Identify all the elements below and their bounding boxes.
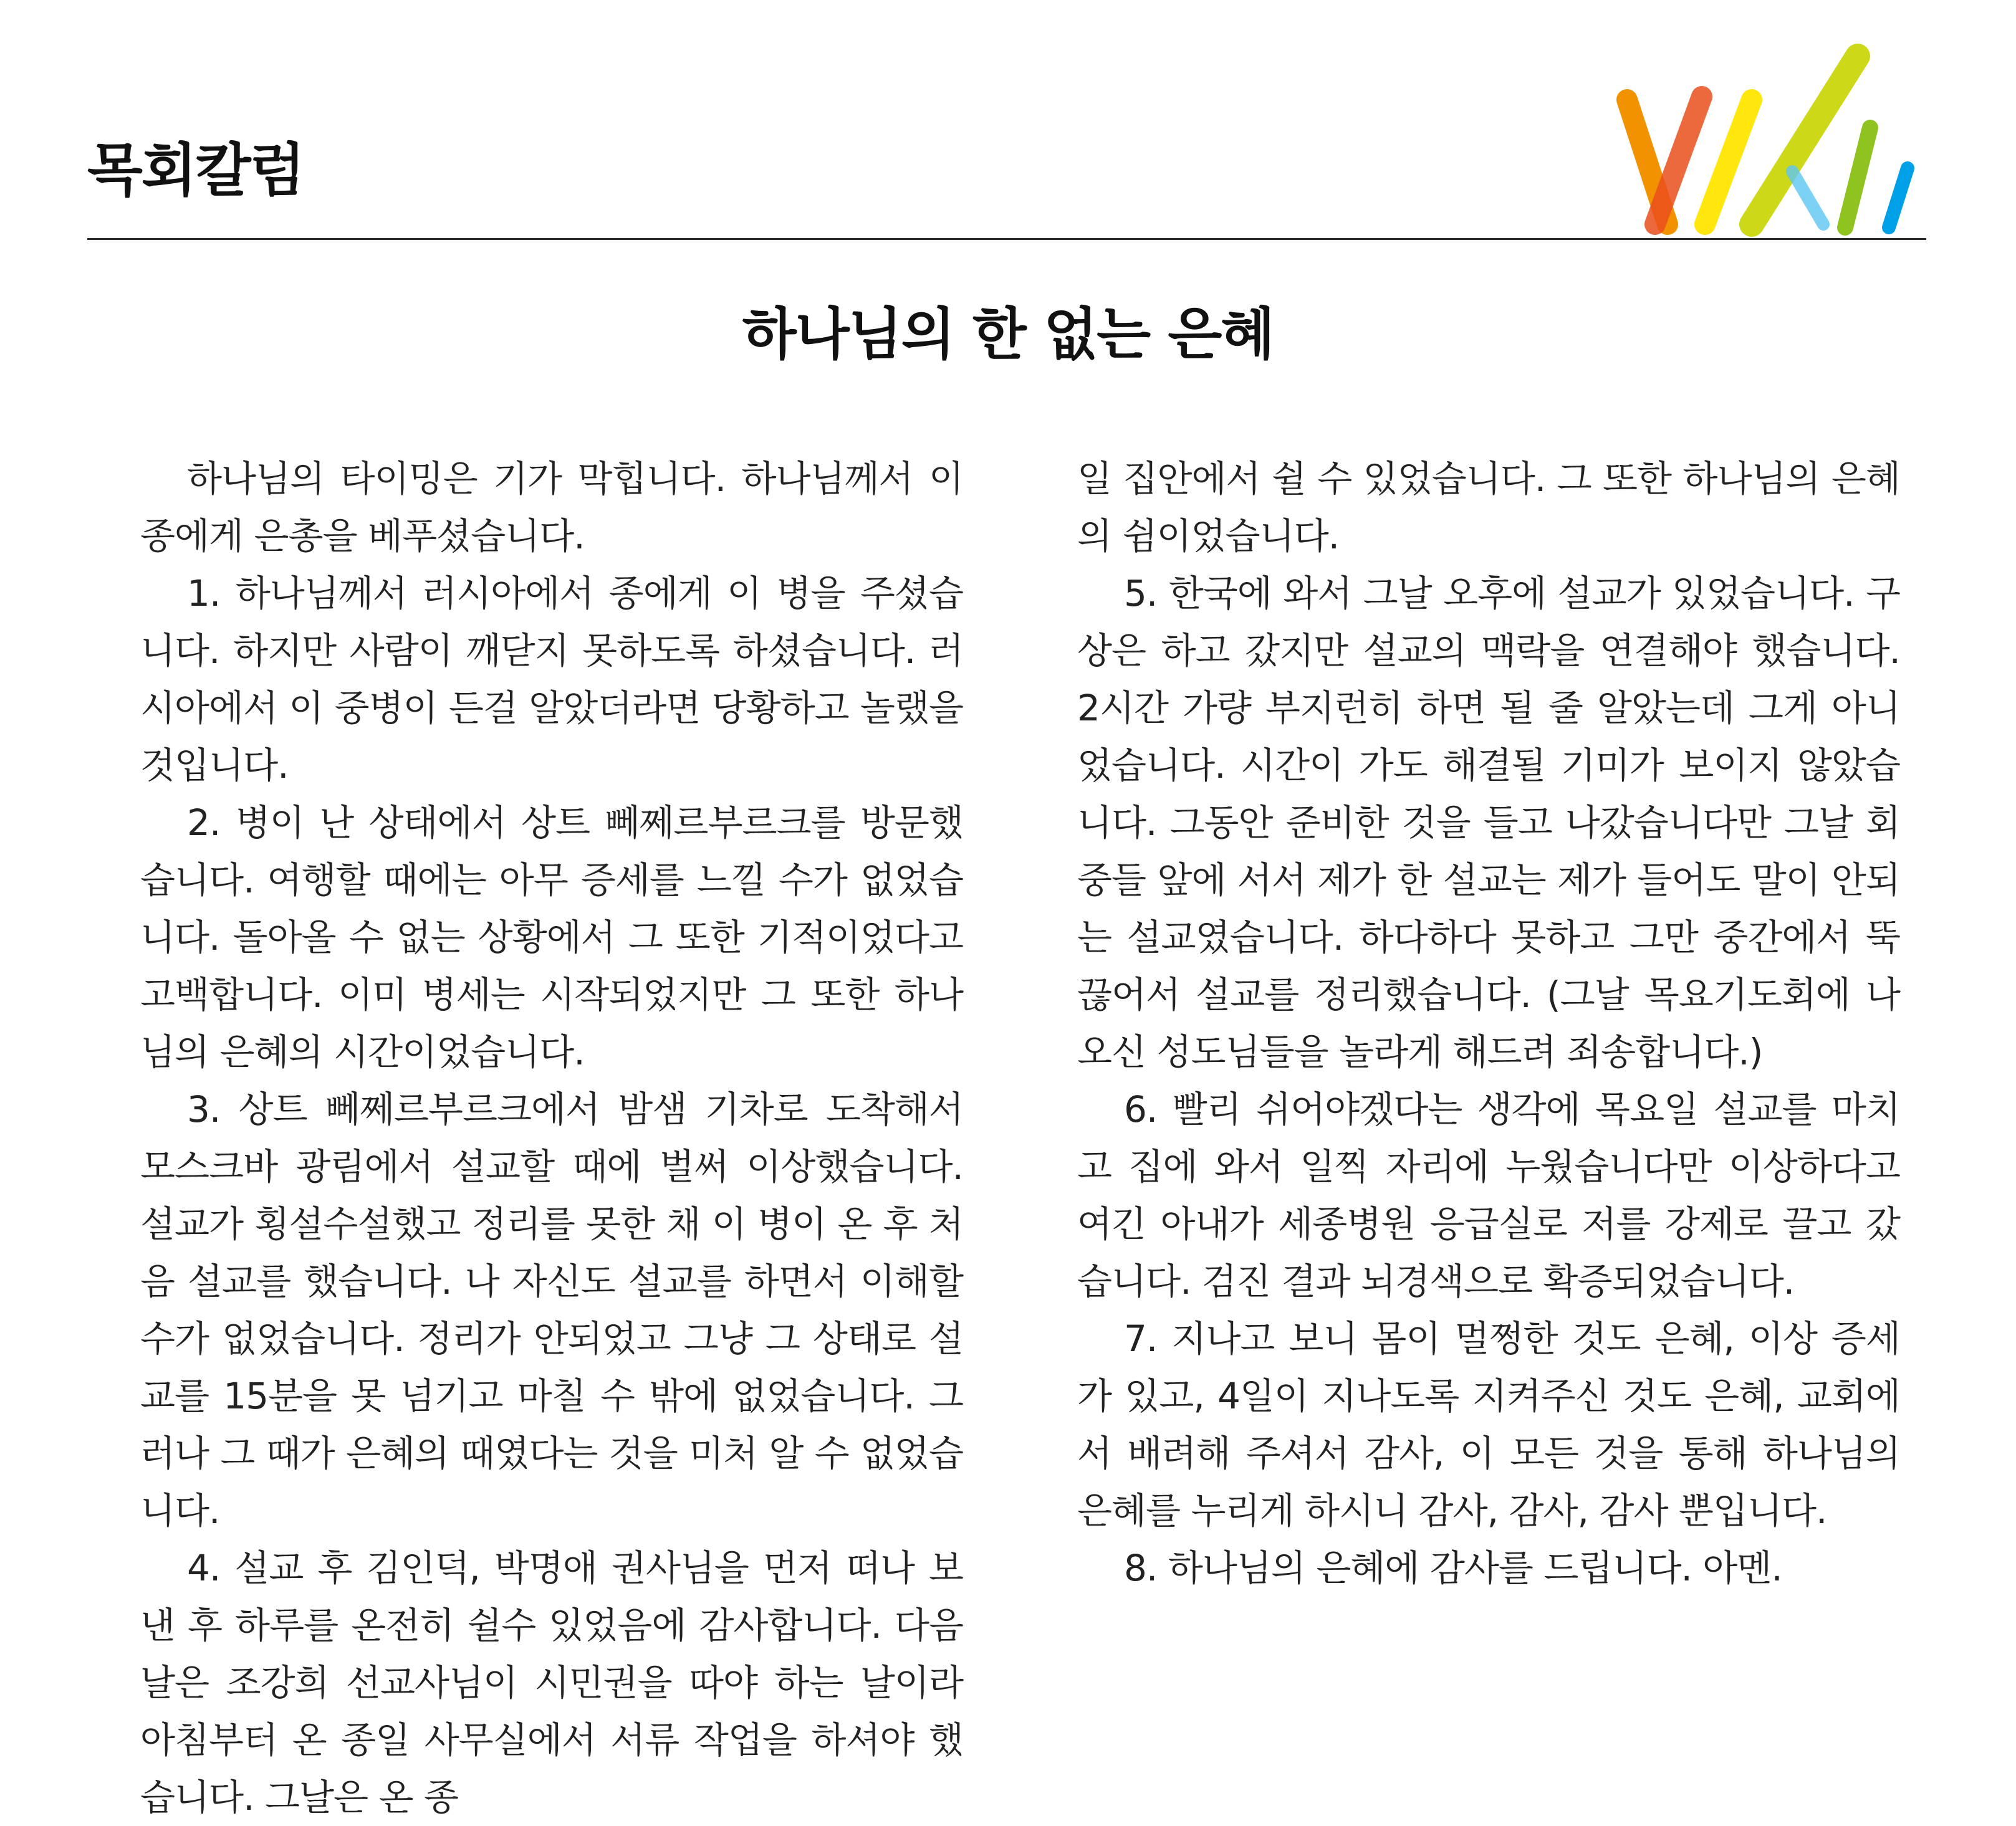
paragraph-3: 3. 상트 뻬쩨르부르크에서 밤샘 기차로 도착해서 모스크바 광림에서 설교할 때에 벌써 이상했습니다. 설교가 횡설수설했고 정리를 못한 채 이 병이 온 후 처음 설교를 했습니다. 나 자신도 설교를 하면서 이해할 수가 없었습니다. 정리가 안되었고 그냥 그 상태로 설교를 15분을 못 넘기고 마칠 수 밖에 없었습니다. 그러나 그 때가 은혜의 때였다는 것을 미처 알 수 없었습니다.: [140, 1088, 963, 1532]
logo-stroke: [1655, 97, 1702, 224]
article-title: 하나님의 한 없는 은혜: [742, 302, 1274, 367]
church-logo: [1608, 37, 1932, 243]
logo-stroke: [1889, 168, 1908, 227]
paragraph-6: 6. 빨리 쉬어야겠다는 생각에 목요일 설교를 마치고 집에 와서 일찍 자리에 누웠습니다만 이상하다고 여긴 아내가 세종병원 응급실로 저를 강제로 끌고 갔습니다. 검진 결과 뇌경색으로 확증되었습니다.: [1077, 1088, 1900, 1303]
logo-stroke: [1845, 128, 1870, 227]
section-label: 목회칼럼: [87, 137, 304, 204]
paragraph-intro: 하나님의 타이밍은 기가 막힙니다. 하나님께서 이 종에게 은총을 베푸셨습니다.: [140, 457, 963, 557]
article-right-column: [1077, 450, 1900, 1597]
header-divider: [87, 238, 1926, 240]
paragraph-4: 4. 설교 후 김인덕, 박명애 권사님을 먼저 떠나 보낸 후 하루를 온전히 쉴수 있었음에 감사합니다. 다음날은 조강희 선교사님이 시민권을 따야 하는 날이라 아침부터 온 종일 사무실에서 서류 작업을 하셔야 했습니다. 그날은 온 종: [140, 1547, 963, 1819]
paragraph-5: 5. 한국에 와서 그날 오후에 설교가 있었습니다. 구상은 하고 갔지만 설교의 맥락을 연결해야 했습니다. 2시간 가량 부지런히 하면 될 줄 알았는데 그게 아니었습니다. 시간이 가도 해결될 기미가 보이지 않았습니다. 그동안 준비한 것을 들고 나갔습니다만 그날 회중들 앞에 서서 제가 한 설교는 제가 들어도 말이 안되는 설교였습니다. 하다하다 못하고 그만 중간에서 뚝 끊어서 설교를 정리했습니다. (그날 목요기도회에 나오신 성도님들을 놀라게 해드려 죄송합니다.): [1077, 572, 1900, 1073]
logo-stroke: [1705, 100, 1752, 224]
logo-stroke: [1792, 171, 1823, 224]
paragraph-8: 8. 하나님의 은혜에 감사를 드립니다. 아멘.: [1124, 1547, 1782, 1589]
paragraph-2: 2. 병이 난 상태에서 상트 뻬쩨르부르크를 방문했습니다. 여행할 때에는 아무 증세를 느낄 수가 없었습니다. 돌아올 수 없는 상황에서 그 또한 기적이었다고 고백합니다. 이미 병세는 시작되었지만 그 또한 하나님의 은혜의 시간이었습니다.: [140, 801, 963, 1073]
paragraph-7: 7. 지나고 보니 몸이 멀쩡한 것도 은혜, 이상 증세가 있고, 4일이 지나도록 지켜주신 것도 은혜, 교회에서 배려해 주셔서 감사, 이 모든 것을 통해 하나님의 은혜를 누리게 하시니 감사, 감사, 감사 뿐입니다.: [1077, 1317, 1900, 1532]
paragraph-4-continued: 일 집안에서 쉴 수 있었습니다. 그 또한 하나님의 은혜의 쉼이었습니다.: [1077, 457, 1900, 557]
article-left-column: [140, 450, 963, 1826]
paragraph-1: 1. 하나님께서 러시아에서 종에게 이 병을 주셨습니다. 하지만 사람이 깨닫지 못하도록 하셨습니다. 러시아에서 이 중병이 든걸 알았더라면 당황하고 놀랬을 것입니다.: [140, 572, 963, 786]
